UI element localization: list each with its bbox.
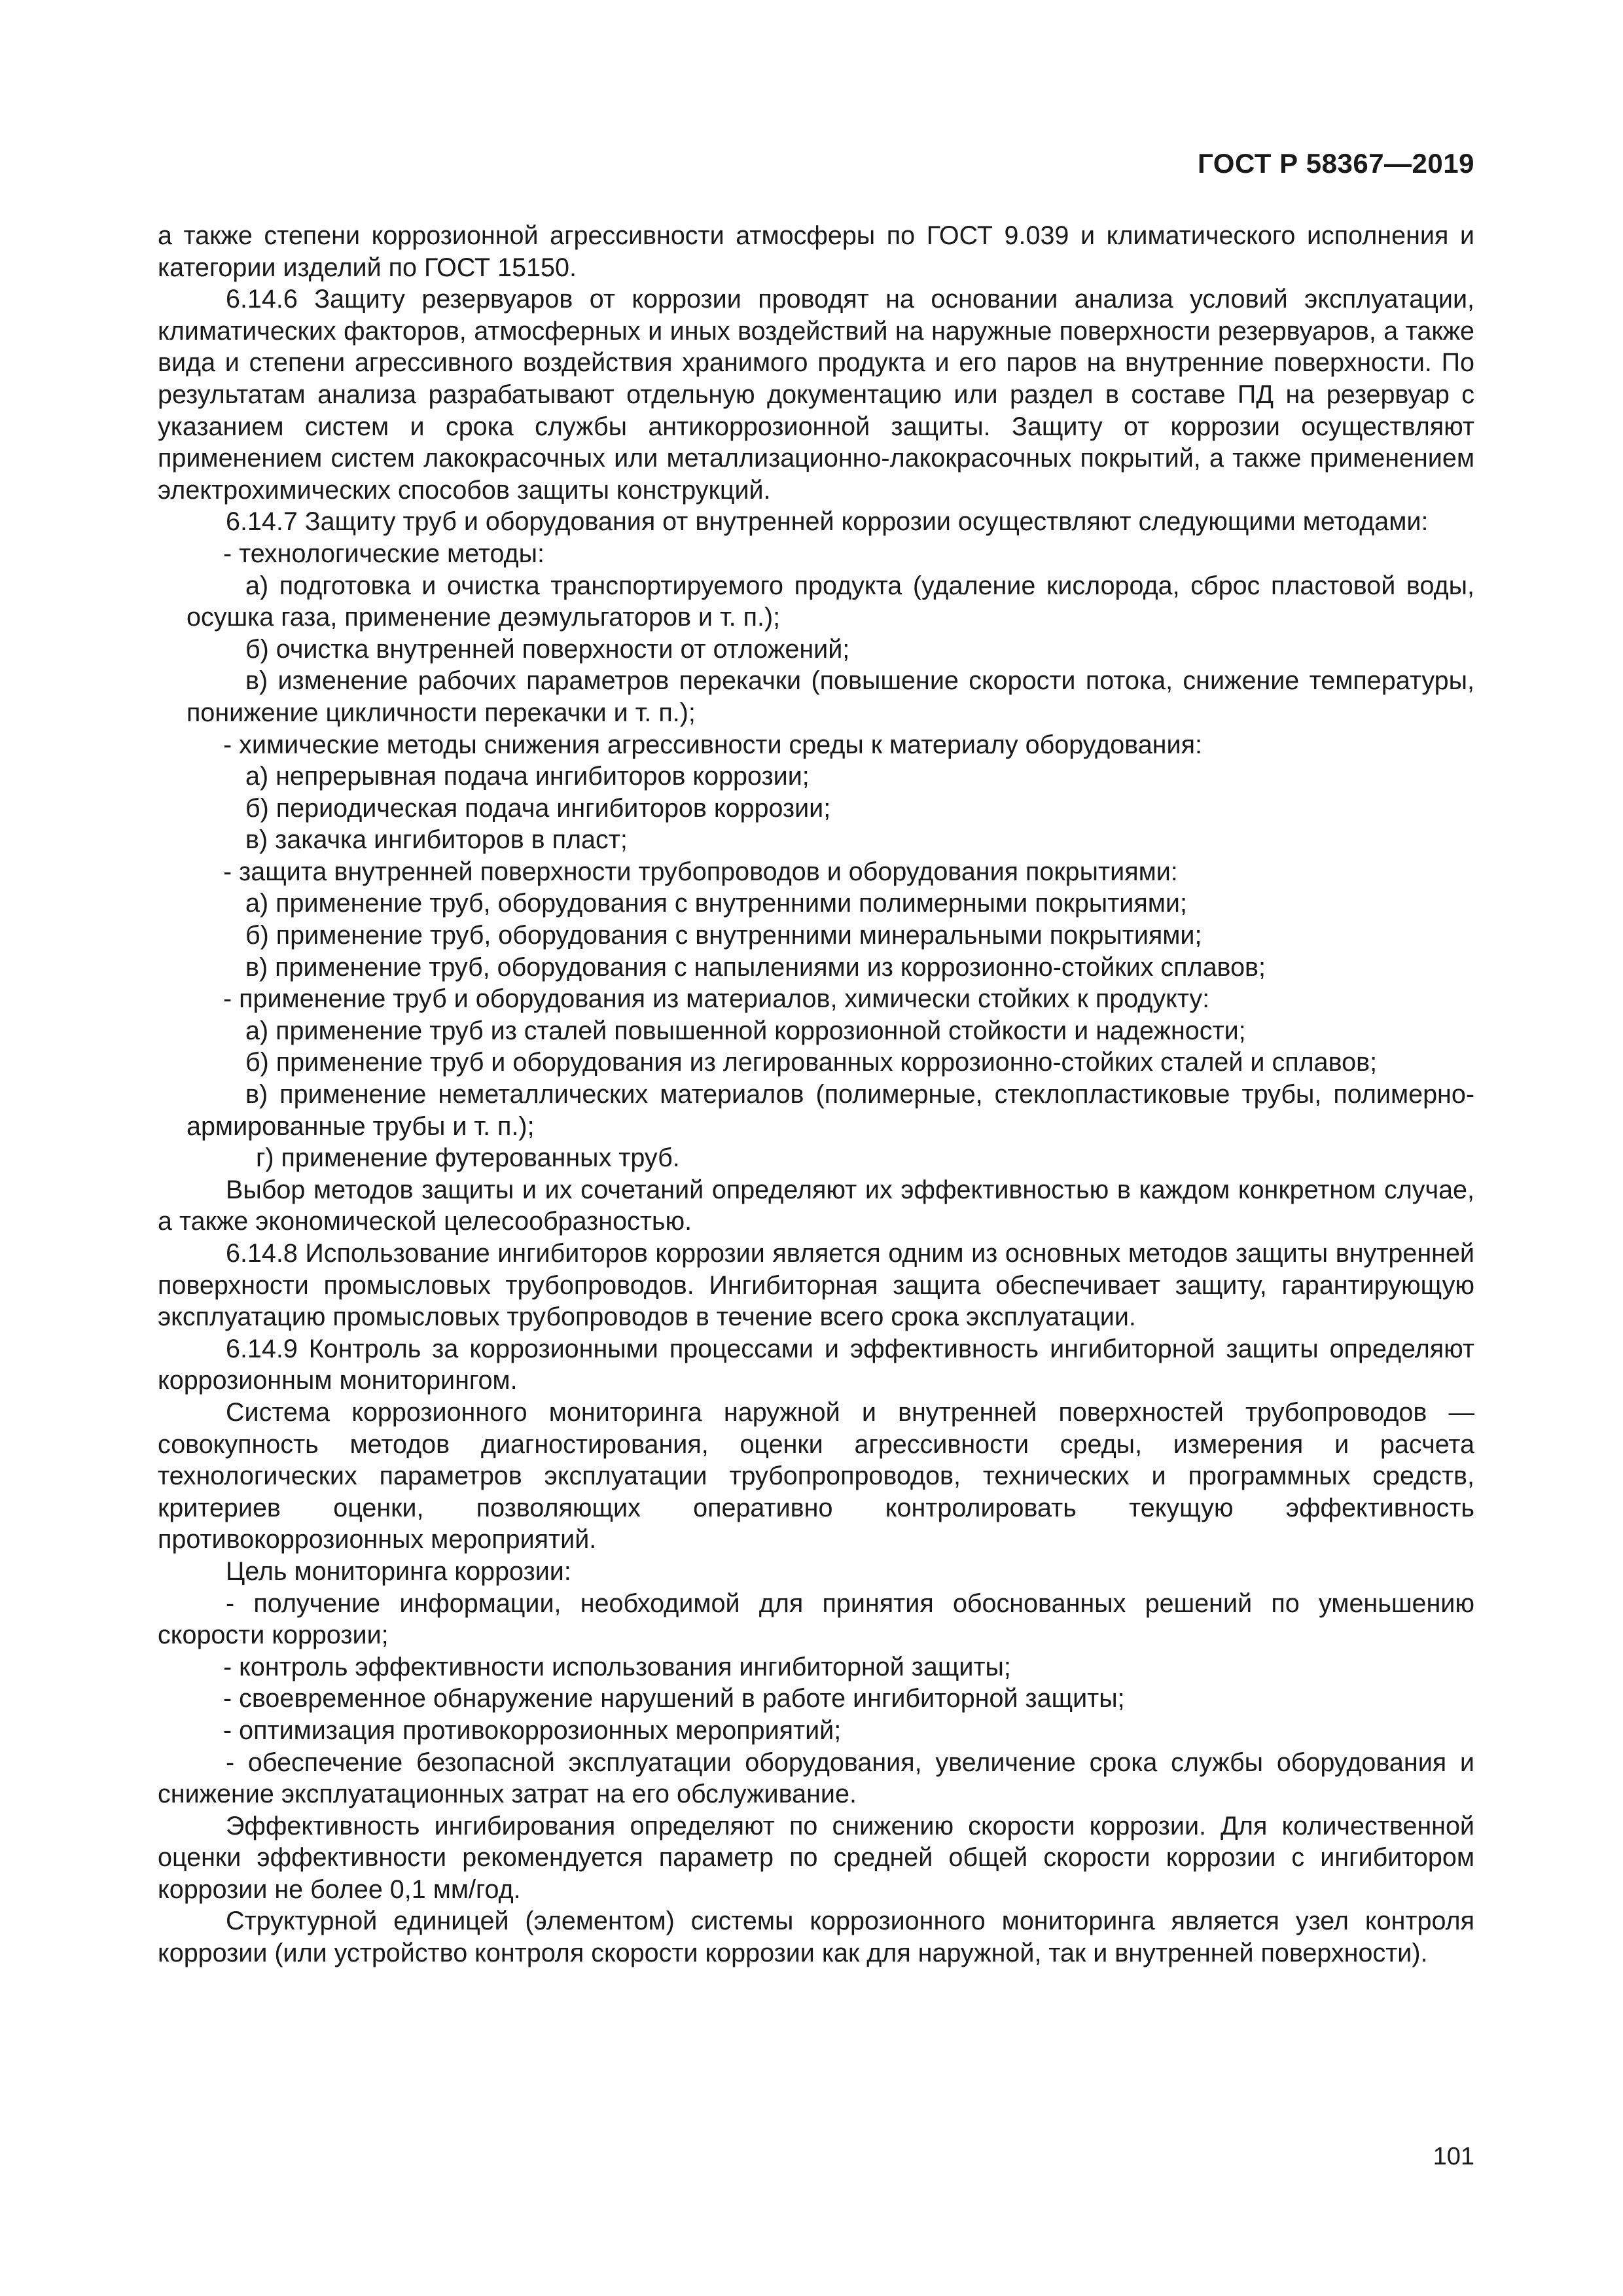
goal-item-violation-detection: - своевременное обнаружение нарушений в работе ингибиторной защиты;	[223, 1684, 1125, 1713]
sub-item-a-continuous-inhibitor: а) непрерывная подача ингибиторов коррозии;	[245, 762, 810, 791]
paragraph-monitoring-system: Система коррозионного мониторинга наружной и внутренней поверхностей трубопроводов — совокупность методов диагностирования, оценки агрессивности среды, измерения и расчета технологических параметров эксплуатации трубопропроводов, технических и программных средств, критериев оценки, позволяющих оперативно контролировать текущую эффективность противокоррозионных мероприятий.	[158, 1397, 1474, 1554]
goal-item-information: - получение информации, необходимой для принятия обоснованных решений по уменьшению скорости коррозии;	[158, 1588, 1474, 1650]
paragraph-6-14-9: 6.14.9 Контроль за коррозионными процессами и эффективность ингибиторной защиты определяют коррозионным мониторингом.	[158, 1334, 1474, 1395]
paragraph-6-14-6: 6.14.6 Защиту резервуаров от коррозии проводят на основании анализа условий эксплуатации, климатических факторов, атмосферных и иных воздействий на наружные поверхности резервуаров, а также вида и степени агрессивного воздействия хранимого продукта и его паров на внутренние поверхности. По результатам анализа разрабатывают отдельную документацию или раздел в составе ПД на резервуар с указанием систем и срока службы антикоррозионной защиты. Защиту от коррозии осуществляют применением систем лакокрасочных или металлизационно-лакокрасочных покрытий, а также применением электрохимических способов защиты конструкций.	[158, 285, 1474, 505]
document-code-header: ГОСТ Р 58367—2019	[1198, 148, 1474, 179]
paragraph-continuation: а также степени коррозионной агрессивности атмосферы по ГОСТ 9.039 и климатического исполнения и категории изделий по ГОСТ 15150.	[158, 221, 1474, 282]
sub-item-v-alloy-spraying: в) применение труб, оборудования с напылениями из коррозионно-стойких сплавов;	[245, 952, 1266, 982]
paragraph-structural-unit: Структурной единицей (элементом) системы коррозионного мониторинга является узел контроля коррозии (или устройство контроля скорости коррозии как для наружной, так и внутренней поверхности).	[158, 1907, 1474, 1968]
sub-item-a-polymer-coatings: а) применение труб, оборудования с внутренними полимерными покрытиями;	[245, 889, 1187, 918]
page-number: 101	[1433, 2143, 1474, 2170]
sub-item-b-periodic-inhibitor: б) периодическая подача ингибиторов коррозии;	[245, 793, 831, 823]
paragraph-6-14-8: 6.14.8 Использование ингибиторов коррозии является одним из основных методов защиты внутренней поверхности промысловых трубопроводов. Ингибиторная защита обеспечивает защиту, гарантирующую эксплуатацию промысловых трубопроводов в течение всего срока эксплуатации.	[158, 1239, 1474, 1332]
goal-item-optimization: - оптимизация противокоррозионных мероприятий;	[223, 1715, 842, 1745]
goal-item-safe-operation: - обеспечение безопасной эксплуатации оборудования, увеличение срока службы оборудования и снижение эксплуатационных затрат на его обслуживание.	[158, 1748, 1474, 1809]
sub-item-a-product-preparation: а) подготовка и очистка транспортируемого продукта (удаление кислорода, сброс пластовой воды, осушка газа, применение деэмульгаторов и т. п.);	[187, 571, 1474, 632]
paragraph-6-14-7: 6.14.7 Защиту труб и оборудования от внутренней коррозии осуществляют следующими методами:	[226, 507, 1429, 537]
list-item-chemical-methods: - химические методы снижения агрессивности среды к материалу оборудования:	[223, 730, 1202, 759]
paragraph-method-selection: Выбор методов защиты и их сочетаний определяют их эффективностью в каждом конкретном случае, а также экономической целесообразностью.	[158, 1175, 1474, 1236]
sub-item-v-pumping-parameters: в) изменение рабочих параметров перекачки (повышение скорости потока, снижение температуры, понижение цикличности перекачки и т. п.);	[187, 666, 1474, 727]
sub-item-b-deposit-cleaning: б) очистка внутренней поверхности от отложений;	[245, 634, 850, 664]
sub-item-v-nonmetallic-materials: в) применение неметаллических материалов (полимерные, стеклопластиковые трубы, полимерно-армированные трубы и т. п.);	[187, 1080, 1474, 1141]
list-item-coating-protection: - защита внутренней поверхности трубопроводов и оборудования покрытиями:	[223, 857, 1178, 886]
paragraph-inhibition-efficiency: Эффективность ингибирования определяют по снижению скорости коррозии. Для количественной оценки эффективности рекомендуется параметр по средней общей скорости коррозии с ингибитором коррозии не более 0,1 мм/год.	[158, 1811, 1474, 1904]
sub-item-a-high-resistance-steel: а) применение труб из сталей повышенной коррозионной стойкости и надежности;	[245, 1016, 1246, 1045]
goal-item-inhibitor-efficiency: - контроль эффективности использования ингибиторной защиты;	[223, 1652, 1011, 1681]
sub-item-v-inhibitor-injection: в) закачка ингибиторов в пласт;	[245, 825, 628, 855]
sub-item-b-mineral-coatings: б) применение труб, оборудования с внутренними минеральными покрытиями;	[245, 921, 1202, 950]
list-item-technological-methods: - технологические методы:	[223, 539, 545, 568]
document-body	[158, 220, 1474, 1969]
paragraph-monitoring-goal: Цель мониторинга коррозии:	[226, 1556, 571, 1586]
sub-item-b-alloyed-steel: б) применение труб и оборудования из легированных коррозионно-стойких сталей и сплавов;	[245, 1048, 1378, 1077]
list-item-resistant-materials: - применение труб и оборудования из материалов, химически стойких к продукту:	[223, 984, 1210, 1014]
sub-item-g-lined-pipes: г) применение футерованных труб.	[256, 1143, 680, 1173]
